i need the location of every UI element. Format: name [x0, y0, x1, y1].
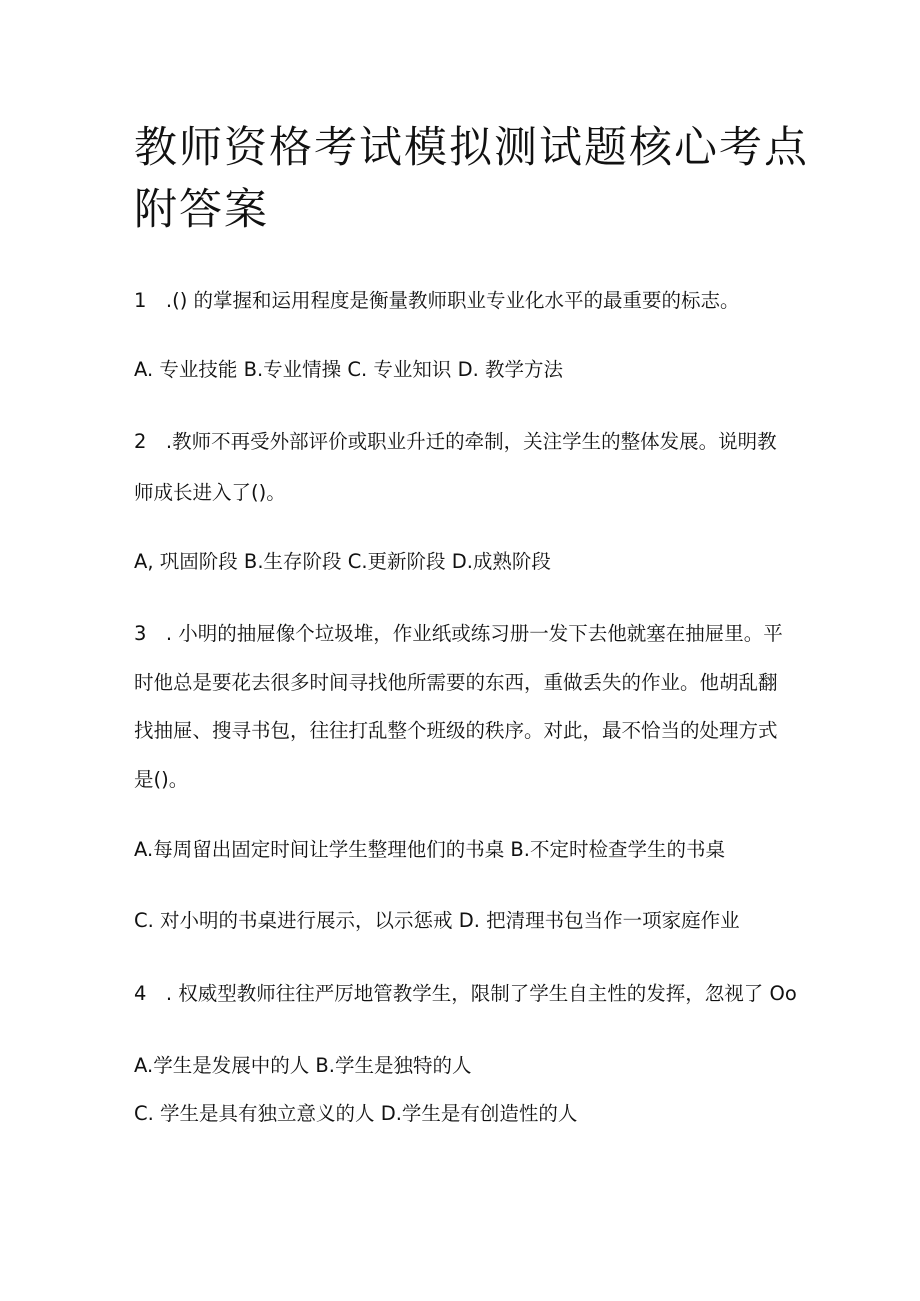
question-3-stem-line-1: 3 . 小明的抽屉像个垃圾堆，作业纸或练习册一发下去他就塞在抽屉里。平: [134, 622, 783, 645]
question-3-options-line-1: A.每周留出固定时间让学生整理他们的书桌 B.不定时检查学生的书桌: [134, 838, 725, 861]
question-3-stem-line-4: 是()。: [134, 768, 189, 791]
question-3-stem-line-2: 时他总是要花去很多时间寻找他所需要的东西，重做丢失的作业。他胡乱翻: [134, 671, 778, 694]
question-2-stem-line-2: 师成长进入了()。: [134, 481, 286, 504]
question-4-options-line-1: A.学生是发展中的人 B.学生是独特的人: [134, 1054, 472, 1077]
question-4-stem: 4 . 权威型教师往往严厉地管教学生，限制了学生自主性的发挥，忽视了 Oo: [134, 982, 797, 1005]
question-3-options-line-2: C. 对小明的书桌进行展示，以示惩戒 D. 把清理书包当作一项家庭作业: [134, 909, 740, 932]
question-2-stem-line-1: 2 .教师不再受外部评价或职业升迁的牵制，关注学生的整体发展。说明教: [134, 430, 777, 453]
title-line-2: 附答案: [134, 185, 269, 235]
question-1-stem: 1 .() 的掌握和运用程度是衡量教师职业专业化水平的最重要的标志。: [134, 289, 740, 312]
question-1-options: A. 专业技能 B.专业情操 C. 专业知识 D. 教学方法: [134, 358, 563, 381]
title-line-1: 教师资格考试模拟测试题核心考点: [134, 123, 809, 173]
question-4-options-line-2: C. 学生是具有独立意义的人 D.学生是有创造性的人: [134, 1102, 578, 1125]
document-title: [134, 117, 814, 241]
question-2-options: A, 巩固阶段 B.生存阶段 C.更新阶段 D.成熟阶段: [134, 550, 551, 573]
question-3-stem-line-3: 找抽屉、搜寻书包，往往打乱整个班级的秩序。对此，最不恰当的处理方式: [134, 719, 778, 742]
